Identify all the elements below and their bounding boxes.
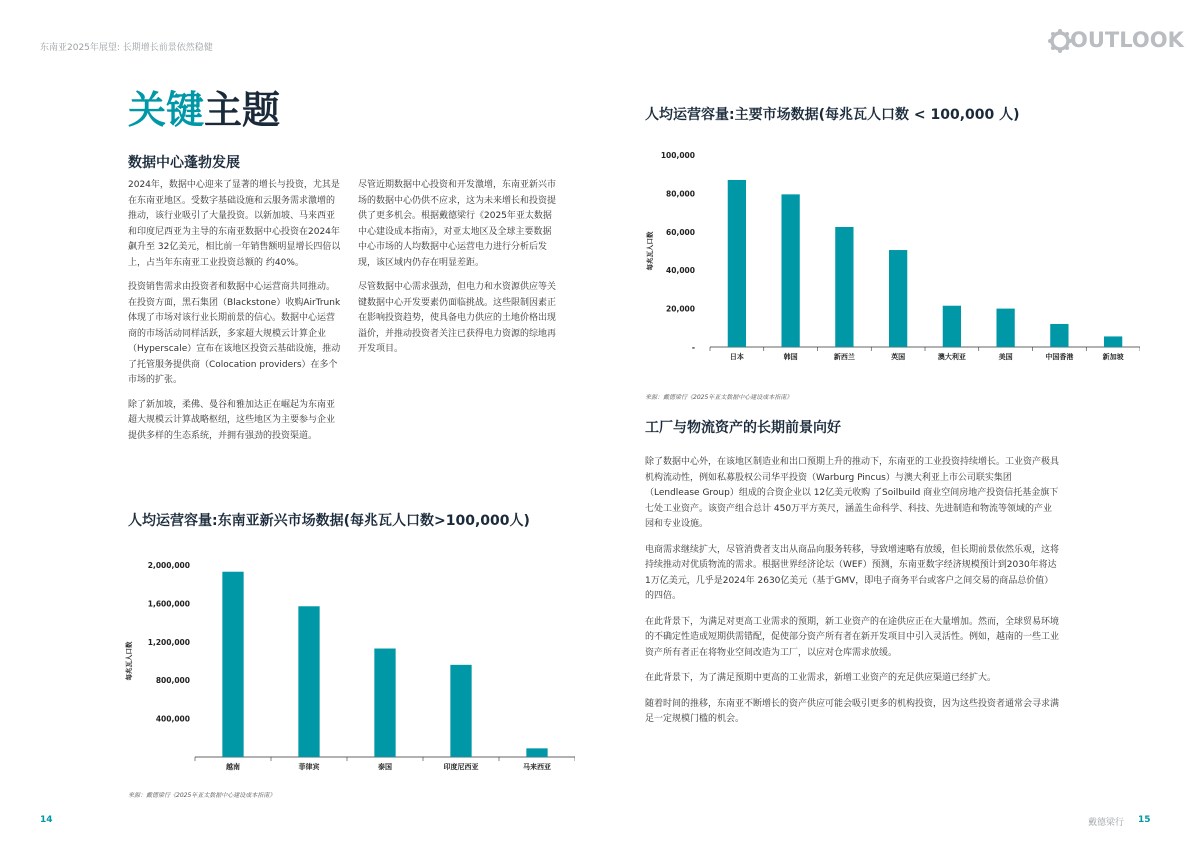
bar [222,572,243,757]
paragraph: 尽管近期数据中心投资和开发激增，东南亚新兴市场的数据中心仍供不应求，这为未来增长和投资提供了更多机会。根据戴德梁行《2025年亚太数据中心建设成本指南》，对亚太地区及全球主要数据中心市场的人均数据中心运营电力进行分析后发现，该区域内仍存在明显差距。 [358,180,557,268]
x-tick-label: 菲律宾 [298,763,320,771]
title-part-1: 关键 [128,88,205,132]
major-markets-chart-title: 人均运营容量:主要市场数据(每兆瓦人口数 < 100,000 人) [645,107,1020,123]
y-tick-label: - [691,343,695,352]
bar [526,748,547,757]
major-markets-bar-chart [630,140,1140,380]
y-tick-label: 2,000,000 [147,561,190,570]
bar [728,180,746,347]
emerging-markets-bar-chart [115,545,575,780]
y-axis-label: 每兆瓦人口数 [646,231,654,271]
running-header: 东南亚2025年展望: 长期增长前景依然稳健 [40,43,213,53]
bar [781,194,799,347]
y-tick-label: 400,000 [155,714,190,724]
y-tick-label: 800,000 [155,676,190,686]
page-number-left: 14 [40,815,53,825]
x-tick-label: 澳大利亚 [937,353,966,361]
title-part-2: 主题 [204,88,281,132]
datacenter-column-2 [358,178,558,367]
x-tick-label: 韩国 [783,353,798,361]
bar [889,250,907,347]
y-tick-label: 60,000 [666,227,695,237]
bar [450,665,471,757]
source-note-major: 来源：戴德梁行《2025年亚太数据中心建设成本指南》 [645,394,793,401]
y-axis-label: 每兆瓦人口数 [125,641,133,681]
outlook-logo [1048,28,1184,54]
industrial-heading: 工厂与物流资产的长期前景向好 [645,420,841,436]
x-tick-label: 中国香港 [1045,353,1074,361]
datacenter-column-1 [128,178,343,453]
emerging-markets-chart-title: 人均运营容量:东南亚新兴市场数据(每兆瓦人口数>100,000人) [128,513,530,529]
x-tick-label: 美国 [998,353,1013,361]
x-tick-label: 印度尼西亚 [443,763,479,771]
paragraph: 除了数据中心外，在该地区制造业和出口预期上升的推动下，东南亚的工业投资持续增长。工业资产极具机构流动性，例如私募股权公司华平投资（Warburg Pincus）与澳大利亚上市公司联实集团（Lendlease Group）组成的合资企业以 12亿美元收购 了Soilbuild 商业空间房地产投资信托基金旗下七处工业资产。该资产组合总计 450万平方英尺，涵盖生命科学、科技、先进制造和物流等领域的产业园和专业设施。 [645,457,1060,529]
paragraph: 2024年，数据中心迎来了显著的增长与投资，尤其是在东南亚地区。受数字基础设施和云服务需求激增的推动，该行业吸引了大量投资。以新加坡、马来西亚和印度尼西亚为主导的东南亚数据中心投资在2024年飙升至 32亿美元，相比前一年销售额明显增长四倍以上，占当年东南亚工业投资总额的 约40%。 [128,180,341,268]
y-tick-label: 1,200,000 [147,637,190,647]
x-tick-label: 新西兰 [833,353,855,361]
datacenter-heading: 数据中心蓬勃发展 [128,155,240,171]
logo-text: OUTLOOK [1070,28,1184,52]
page-number-right: 15 [1138,815,1151,825]
bar [1050,324,1068,347]
y-tick-label: 1,600,000 [147,599,190,609]
bar [996,309,1014,347]
gear-icon [1048,28,1072,54]
x-tick-label: 新加坡 [1102,353,1124,361]
bar [1104,336,1122,347]
x-tick-label: 越南 [226,763,240,771]
bar [374,649,395,757]
paragraph: 电商需求继续扩大，尽管消费者支出从商品向服务转移，导致增速略有放缓，但长期前景依然乐观，这将持续推动对优质物流的需求。根据世界经济论坛（WEF）预测，东南亚数字经济规模预计到2030年将达1万亿美元，几乎是2024年 2630亿美元（基于GMV，即电子商务平台或客户之间交易的商品总价值）的四倍。 [645,544,1060,601]
y-tick-label: 100,000 [660,151,695,160]
bar [943,306,961,347]
paragraph: 在此背景下，为满足对更高工业需求的预期，新工业资产的在途供应正在大量增加。然而，全球贸易环境的不确定性造成短期供需错配，促使部分资产所有者在新开发项目中引入灵活性。例如，越南的一些工业资产所有者正在将物业空间改造为工厂，以应对仓库需求放缓。 [645,616,1060,658]
paragraph: 尽管数据中心需求强劲，但电力和水资源供应等关键数据中心开发要素仍面临挑战。这些限制因素正在影响投资趋势，使具备电力供应的土地价格出现溢价，并推动投资者关注已获得电力资源的综地再开发项目。 [358,282,557,354]
x-tick-label: 泰国 [378,763,392,771]
paragraph: 投资销售需求由投资者和数据中心运营商共同推动。在投资方面，黑石集团（Blackstone）收购AirTrunk体现了市场对该行业长期前景的信心。数据中心运营商的市场活动同样活跃，多家超大规模云计算企业（Hyperscale）宣布在该地区投资云基础设施，推动了托管服务提供商（Colocation providers）在多个市场的扩张。 [128,282,341,385]
paragraph: 除了新加坡，柔佛、曼谷和雅加达正在崛起为东南亚超大规模云计算战略枢纽，这些地区为主要参与企业提供多样的生态系统，并拥有强劲的投资渠道。 [128,399,336,441]
x-tick-label: 马来西亚 [523,763,551,771]
page-title [128,88,280,132]
paragraph: 随着时间的推移，东南亚不断增长的资产供应可能会吸引更多的机构投资，因为这些投资者通常会寻求满足一定规模门槛的机会。 [645,698,1060,724]
x-tick-label: 英国 [891,353,906,361]
bar [835,227,853,347]
bar [298,606,319,757]
source-note-emerging: 来源：戴德梁行《2025年亚太数据中心建设成本指南》 [128,792,276,799]
y-tick-label: 20,000 [666,304,695,314]
paragraph: 在此背景下，为了满足预期中更高的工业需求，新增工业资产的充足供应渠道已经扩大。 [645,673,997,683]
x-tick-label: 日本 [729,353,744,361]
y-tick-label: 80,000 [666,189,695,199]
footer-brand: 戴德梁行 [1088,818,1125,828]
y-tick-label: 40,000 [666,266,695,276]
industrial-column [645,455,1060,738]
